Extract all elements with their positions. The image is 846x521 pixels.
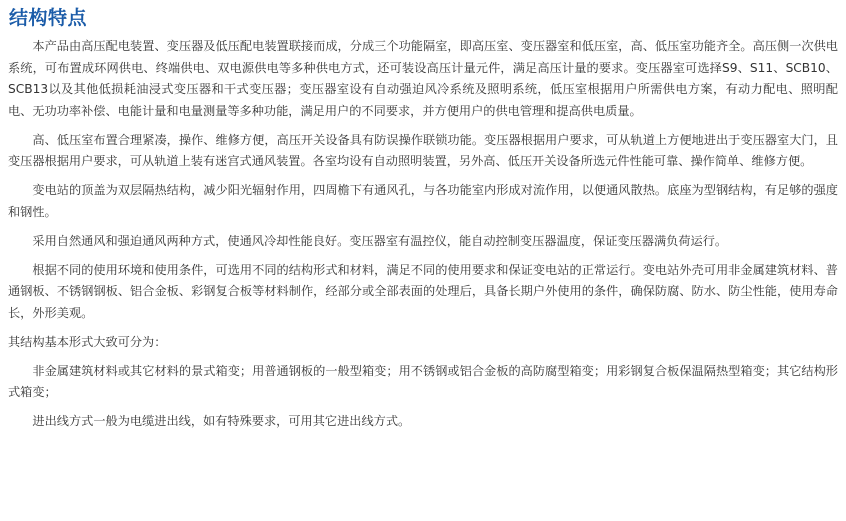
paragraph-forms-list: 非金属建筑材料或其它材料的景式箱变；用普通钢板的一般型箱变；用不锈钢或铝合金板的高防腐型箱变；用彩钢复合板保温隔热型箱变；其它结构形式箱变； [8, 363, 838, 399]
paragraph-materials: 根据不同的使用环境和使用条件，可选用不同的结构形式和材料，满足不同的使用要求和保证变电站的正常运行。变电站外壳可用非金属建筑材料、普通钢板、不锈钢钢板、铝合金板、彩钢复合板等材料制作，经部分或全部表面的处理后，具备长期户外使用的条件，确保防腐、防水、防尘性能，使用寿命长，外形美观。 [8, 262, 838, 320]
paragraph-layout: 高、低压室布置合理紧凑，操作、维修方便，高压开关设备具有防误操作联锁功能。变压器根据用户要求，可从轨道上方便地进出于变压器室大门，且变压器根据用户要求，可从轨道上装有迷宫式通风装置。各室均设有自动照明装置，另外高、低压开关设备所选元件性能可靠、操作简单、维修方便。 [8, 132, 838, 168]
paragraph-wiring: 进出线方式一般为电缆进出线，如有特殊要求，可用其它进出线方式。 [32, 414, 411, 428]
paragraph-forms-intro: 其结构基本形式大致可分为： [8, 334, 167, 349]
paragraph-overview: 本产品由高压配电装置、变压器及低压配电装置联接而成，分成三个功能隔室，即高压室、变压器室和低压室，高、低压室功能齐全。高压侧一次供电系统，可布置成环网供电、终端供电、双电源供电等多种供电方式，还可装设高压计量元件，满足高压计量的要求。变压器室可选择S9、S11、SCB10、SCB13以及其他低损耗油浸式变压器和干式变压器；变压器室设有自动强迫风冷系统及照明系统，低压室根据用户所需供电方案，有动力配电、照明配电、无功功率补偿、电能计量和电量测量等多种功能，满足用户的不同要求，并方便用户的供电管理和提高供电质量。 [8, 39, 838, 118]
paragraph-ventilation: 采用自然通风和强迫通风两种方式，使通风冷却性能良好。变压器室有温控仪，能自动控制变压器温度，保证变压器满负荷运行。 [32, 233, 728, 248]
paragraph-roof: 变电站的顶盖为双层隔热结构，减少阳光辐射作用，四周檐下有通风孔，与各功能室内形成对流作用，以便通风散热。底座为型钢结构，有足够的强度和钢性。 [8, 183, 838, 219]
section-title: 结构特点 [9, 7, 88, 29]
